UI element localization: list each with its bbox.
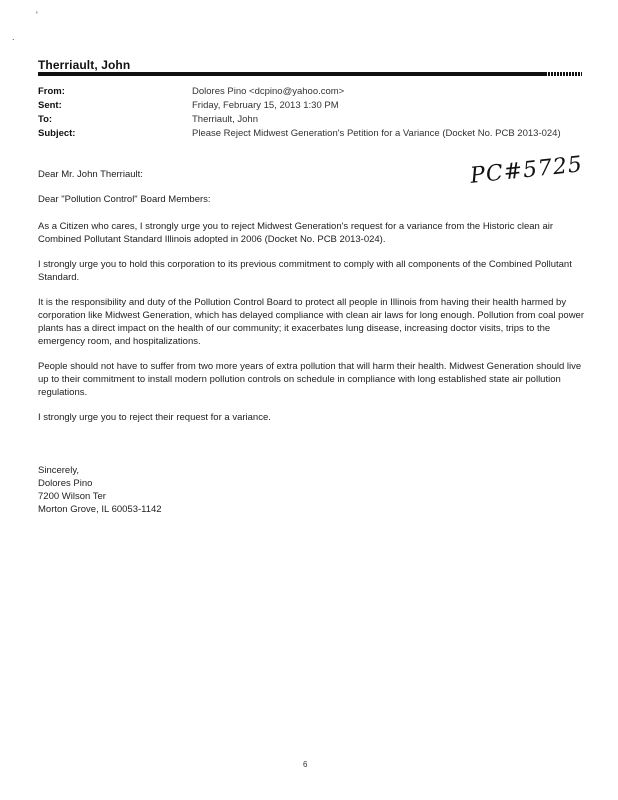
header-label: Sent: [38,100,62,111]
body-paragraph: People should not have to suffer from two more years of extra pollution that will harm their health. Midwest Generation should live up to their commitment to install modern pollution controls on schedule in compliance with long established state air pollution regulations. [38,361,582,398]
header-row-subject [38,128,598,142]
greeting-line: Dear "Pollution Control" Board Members: [38,194,211,205]
header-row-sent [38,100,598,114]
scan-artifact-mark: . [12,32,15,42]
header-divider-pattern [545,72,582,76]
signer-name: Dolores Pino [38,478,93,489]
header-label: To: [38,114,53,125]
header-row-to [38,114,598,128]
header-label: From: [38,86,65,97]
handwritten-docket-annotation: PC#5725 [469,152,585,189]
signer-street: 7200 Wilson Ter [38,491,106,502]
to-value: Therriault, John [192,114,259,125]
page-number: 6 [303,760,308,769]
from-value: Dolores Pino <dcpino@yahoo.com> [192,86,345,97]
email-body [38,168,588,436]
header-label: Subject: [38,128,76,139]
signature-block [38,464,162,516]
closing-line: Sincerely, [38,465,80,476]
signer-city: Morton Grove, IL 60053-1142 [38,504,162,515]
header-row-from [38,86,598,100]
scan-artifact-mark: ' [36,10,38,20]
body-paragraph: I strongly urge you to hold this corporation to its previous commitment to comply with all components of the Combined Pollutant Standard. [38,259,572,283]
header-divider-rule [38,72,582,76]
greeting-line: Dear Mr. John Therriault: [38,169,143,180]
body-paragraph: I strongly urge you to reject their request for a variance. [38,412,271,423]
email-header-block [38,86,598,142]
subject-value: Please Reject Midwest Generation's Petition for a Variance (Docket No. PCB 2013-024) [192,128,561,139]
body-paragraph: As a Citizen who cares, I strongly urge you to reject Midwest Generation's request for a variance from the Historic clean air Combined Pollutant Standard Illinois adopted in 2006 (Docket No. PCB 2013-024). [38,221,554,245]
mailbox-owner-name: Therriault, John [38,58,131,72]
body-paragraph: It is the responsibility and duty of the Pollution Control Board to protect all people in Illinois from having their health harmed by corporation like Midwest Generation, which has delayed compliance with clean air laws for long enough. Pollution from coal power plants has a direct impact on the health of our community; it exacerbates lung disease, increasing doctor visits, trips to the emergency room, and hospitalizations. [38,297,585,347]
sent-value: Friday, February 15, 2013 1:30 PM [192,100,339,111]
